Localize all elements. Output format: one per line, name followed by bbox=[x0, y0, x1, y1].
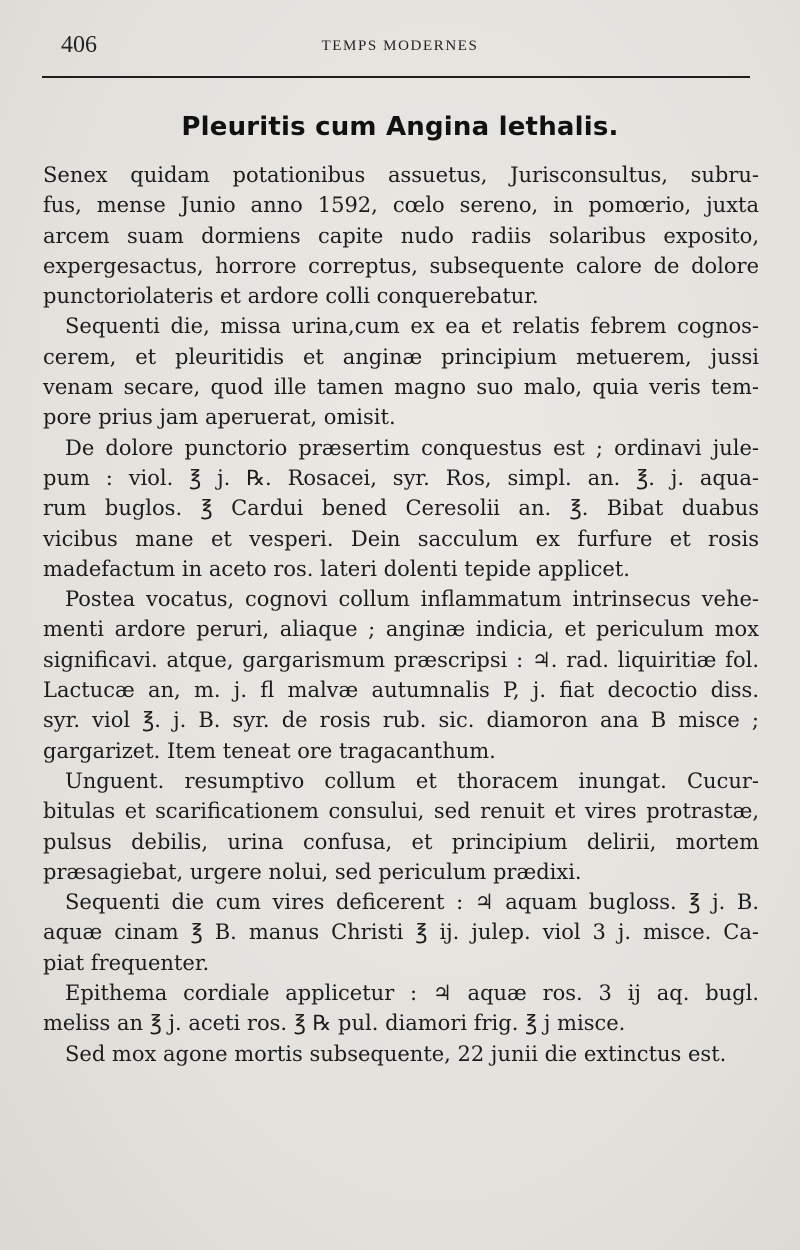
text-line: venam secare, quod ille tamen magno suo malo, quia veris tem- bbox=[43, 375, 759, 400]
paragraph bbox=[43, 311, 759, 432]
text-line: pore prius jam aperuerat, omisit. bbox=[43, 405, 396, 430]
text-line: De dolore punctorio præsertim conquestus est ; ordinavi jule- bbox=[65, 435, 759, 460]
paragraph bbox=[43, 887, 759, 978]
paragraph bbox=[43, 978, 759, 1039]
text-line: vicibus mane et vesperi. Dein sacculum ex furfure et rosis bbox=[43, 526, 759, 551]
paragraph bbox=[43, 584, 759, 766]
text-line: bitulas et scarificationem consului, sed renuit et vires protrastæ, bbox=[43, 799, 759, 824]
page-number: 406 bbox=[61, 32, 97, 58]
paragraph bbox=[43, 433, 759, 584]
text-line: syr. viol ℥. j. B. syr. de rosis rub. sic. diamoron ana B misce ; bbox=[43, 708, 759, 733]
text-line: cerem, et pleuritidis et anginæ principium metuerem, jussi bbox=[43, 344, 759, 369]
header-rule bbox=[42, 76, 750, 78]
body-text bbox=[43, 160, 759, 1069]
text-line: Unguent. resumptivo collum et thoracem inungat. Cucur- bbox=[65, 768, 759, 793]
text-line: significavi. atque, gargarismum præscripsi : ♃. rad. liquiritiæ fol. bbox=[43, 647, 759, 672]
text-line: meliss an ℥ j. aceti ros. ℥ ℞ pul. diamori frig. ℥ j misce. bbox=[43, 1011, 626, 1036]
text-line: Lactucæ an, m. j. fl malvæ autumnalis P, j. fiat decoctio diss. bbox=[43, 678, 759, 703]
running-head bbox=[0, 30, 800, 62]
text-line: Sequenti die cum vires deficerent : ♃ aquam bugloss. ℥ j. B. bbox=[65, 890, 759, 915]
text-line: Sequenti die, missa urina,cum ex ea et relatis febrem cognos- bbox=[65, 314, 759, 339]
text-line: menti ardore peruri, aliaque ; anginæ indicia, et periculum mox bbox=[43, 617, 759, 642]
text-line: Postea vocatus, cognovi collum inflammatum intrinsecus vehe- bbox=[65, 587, 759, 612]
text-line: aquæ cinam ℥ B. manus Christi ℥ ij. julep. viol 3 j. misce. Ca- bbox=[43, 920, 759, 945]
text-line: arcem suam dormiens capite nudo radiis solaribus exposito, bbox=[43, 223, 759, 248]
paragraph bbox=[43, 160, 759, 311]
text-line: gargarizet. Item teneat ore tragacanthum. bbox=[43, 738, 496, 763]
section-title: Pleuritis cum Angina lethalis. bbox=[181, 112, 619, 142]
running-title: TEMPS MODERNES bbox=[321, 38, 479, 54]
text-line: pulsus debilis, urina confusa, et principium delirii, mortem bbox=[43, 829, 759, 854]
text-line: Sed mox agone mortis subsequente, 22 junii die extinctus est. bbox=[65, 1041, 727, 1066]
text-line: fus, mense Junio anno 1592, cœlo sereno, in pomœrio, juxta bbox=[43, 193, 759, 218]
paragraph bbox=[43, 766, 759, 887]
text-line: rum buglos. ℥ Cardui bened Ceresolii an. ℥. Bibat duabus bbox=[43, 496, 759, 521]
text-line: punctoriolateris et ardore colli conquerebatur. bbox=[43, 284, 539, 309]
text-line: præsagiebat, urgere nolui, sed periculum prædixi. bbox=[43, 859, 582, 884]
paragraph bbox=[43, 1039, 759, 1069]
text-line: madefactum in aceto ros. lateri dolenti tepide applicet. bbox=[43, 556, 630, 581]
text-line: pum : viol. ℥ j. ℞. Rosacei, syr. Ros, simpl. an. ℥. j. aqua- bbox=[43, 465, 759, 490]
text-line: Epithema cordiale applicetur : ♃ aquæ ros. 3 ij aq. bugl. bbox=[65, 981, 759, 1006]
text-line: expergesactus, horrore correptus, subsequente calore de dolore bbox=[43, 253, 759, 278]
text-line: Senex quidam potationibus assuetus, Jurisconsultus, subru- bbox=[43, 163, 759, 187]
text-line: piat frequenter. bbox=[43, 950, 210, 975]
